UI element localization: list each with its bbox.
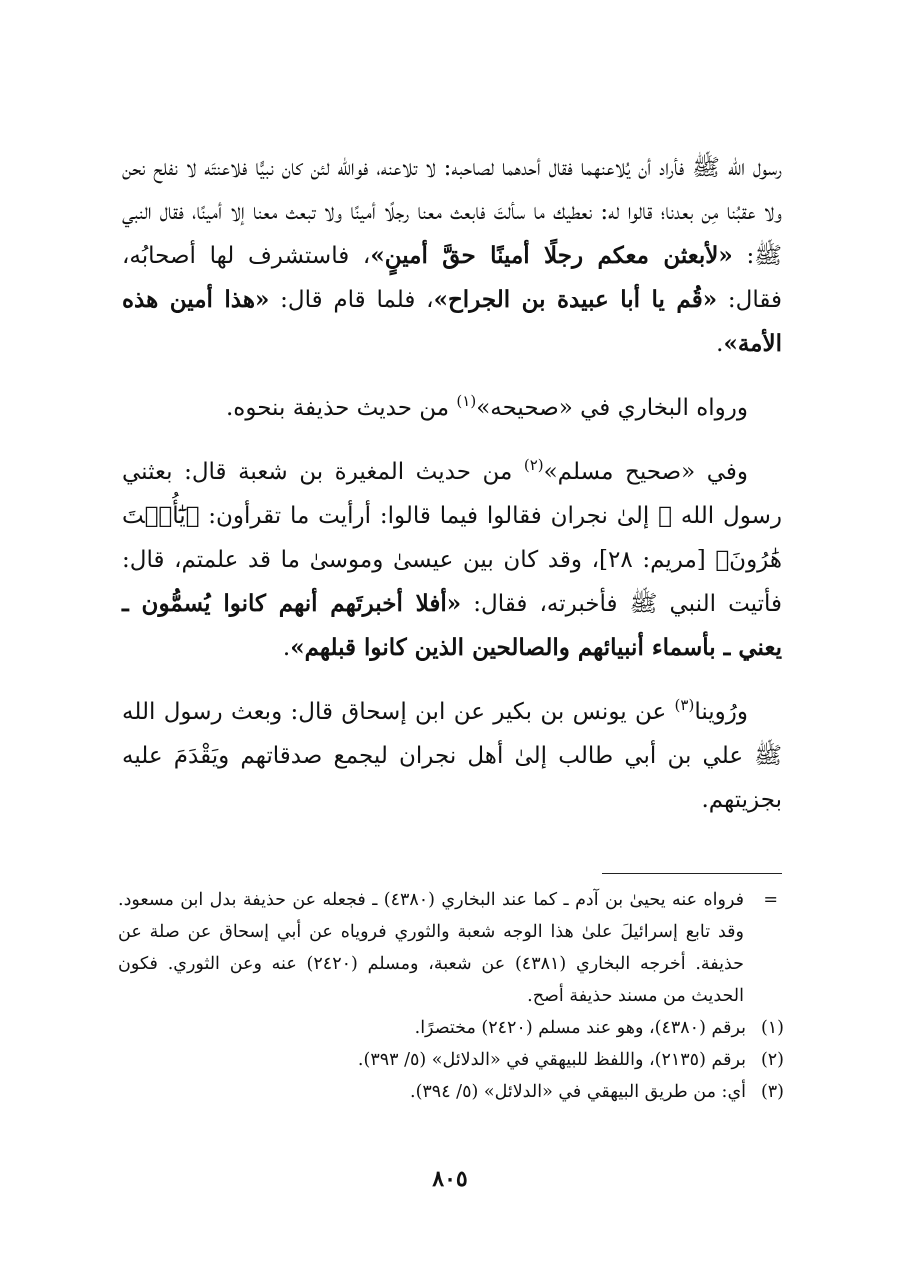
footnotes [118, 884, 784, 1108]
footnote-2: (٢)برقم (٢١٣٥)، واللفظ للبيهقي في «الدلائل» (٥/ ٣٩٣). [357, 1050, 784, 1070]
quote-hadith: «قُم يا أبا عبيدة بن الجراح» [433, 286, 718, 313]
paragraph-3: وفي «صحيح مسلم»$^{(٢)}$ من حديث المغيرة بن شعبة قال: بعثني رسول الله ﷺ إلىٰ نجران فقالوا فيما قالوا: أرأيت ما تقرأون: ﴿يَٰٓأُخۡتَ هَٰرُونَ﴾ [مريم: ٢٨]، وقد كان بين عيسىٰ وموسىٰ ما قد علمتم، قال: فأتيت النبي ﷺ فأخبرته، فقال: «أفلا أخبرتَهم أنهم كانوا يُسمُّون ـ يعني ـ بأسماء أنبيائهم والصالحين الذين كانوا قبلهم». [122, 456, 783, 661]
paragraph-1: رسول الله ﷺ فأراد أن يُلاعنهما فقال أحدهما لصاحبه: لا تلاعنه، فوالله لئن كان نبيًّا فلاعنتَه لا نفلح نحن ولا عقبُنا مِن بعدنا؛ قالوا له: نعطيك ما سألتَ فابعث معنا رجلًا أمينًا ولا تبعث معنا إلا أمينًا، فقال النبي ﷺ: «لأبعثن معكم رجلًا أمينًا حقَّ أمينٍ»، فاستشرف لها أصحابُه، فقال: «قُم يا أبا عبيدة بن الجراح»، فلما قام قال: «هذا أمين هذه الأمة». [122, 155, 783, 357]
main-text [122, 146, 782, 822]
footnote-1: (١)برقم (٤٣٨٠)، وهو عند مسلم (٢٤٢٠) مختصرًا. [414, 1018, 784, 1038]
quote-hadith: «هذا أمين هذه الأمة» [122, 286, 782, 357]
paragraph-4: ورُوينا$^{(٣)}$ عن يونس بن بكير عن ابن إسحاق قال: وبعث رسول الله ﷺ علي بن أبي طالب إلىٰ أهل نجران ليجمع صدقاتهم ويَقْدَمَ عليه بجزيتهم. [122, 696, 782, 813]
footnote-3: (٣)أي: من طريق البيهقي في «الدلائل» (٥/ ٣٩٤). [410, 1082, 784, 1102]
paragraph-2: ورواه البخاري في «صحيحه»$^{(١)}$ من حديث حذيفة بنحوه. [225, 392, 748, 421]
footnote-separator [602, 873, 782, 874]
quote-hadith: «أفلا أخبرتَهم أنهم كانوا يُسمُّون ـ يعني ـ بأسماء أنبيائهم والصالحين الذين كانوا قبلهم» [122, 590, 782, 661]
footnote-continuation: = فرواه عنه يحيىٰ بن آدم ـ كما عند البخاري (٤٣٨٠) ـ فجعله عن حذيفة بدل ابن مسعود. وقد تابع إسرائيلَ علىٰ هذا الوجه شعبة والثوري فروياه عن أبي إسحاق عن صلة عن حذيفة. أخرجه البخاري (٤٣٨١) عن شعبة، ومسلم (٢٤٢٠) عنه وعن الثوري. فكون الحديث من مسند حذيفة أصح. [118, 884, 784, 1012]
page-number: ٨٠٥ [432, 1166, 468, 1192]
quote-hadith: «لأبعثن معكم رجلًا أمينًا حقَّ أمينٍ» [370, 242, 733, 269]
footnote-ref-1[interactable]: (١) [456, 392, 477, 410]
continuation-mark: = [763, 890, 778, 910]
footnote-ref-2[interactable]: (٢) [523, 456, 544, 474]
footnote-ref-3[interactable]: (٣) [674, 696, 695, 714]
